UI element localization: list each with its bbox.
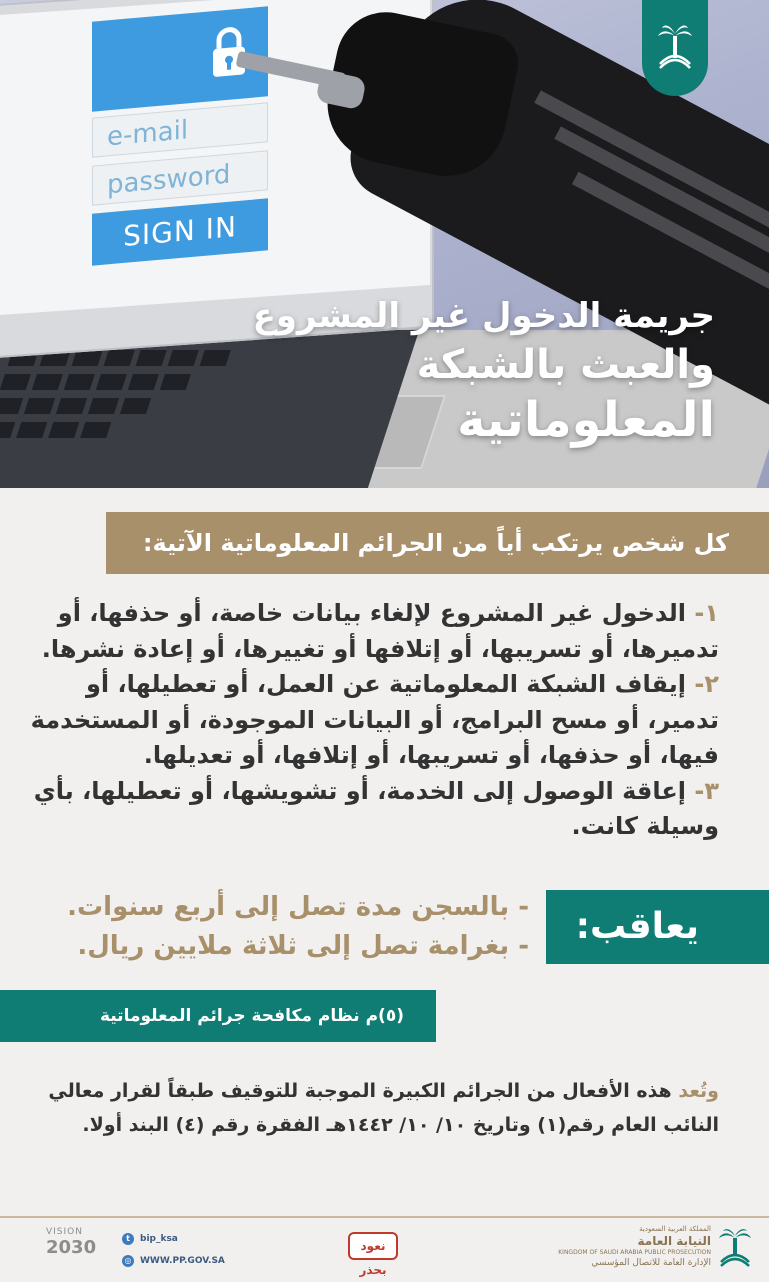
palm-swords-emblem-icon — [715, 1226, 755, 1270]
item-number: ١- — [694, 599, 719, 627]
twitter-link[interactable] — [122, 1228, 225, 1250]
penalties-list — [67, 888, 529, 966]
keyboard-key — [80, 422, 111, 438]
keyboard-key — [136, 350, 167, 366]
globe-icon: ◎ — [122, 1255, 134, 1267]
keyboard-key — [168, 350, 199, 366]
campaign-badge: نعود بحذر — [348, 1232, 398, 1260]
law-reference-text: (٥)م نظام مكافحة جرائم المعلوماتية — [99, 1006, 404, 1026]
org-line3: KINGDOM OF SAUDI ARABIA PUBLIC PROSECUTION — [558, 1249, 711, 1256]
keyboard-key — [104, 350, 135, 366]
logo-tab — [642, 0, 708, 96]
vision-2030-logo — [46, 1226, 106, 1270]
keyboard-key — [88, 398, 119, 414]
list-item — [29, 667, 719, 774]
vision-year: 2030 — [46, 1237, 97, 1258]
org-line2: النيابة العامة — [637, 1234, 711, 1248]
palm-swords-emblem-icon — [656, 22, 694, 74]
social-links — [122, 1228, 225, 1272]
penalty-item: - بغرامة تصل إلى ثلاثة ملايين ريال. — [77, 931, 529, 961]
hero-title-line3: المعلوماتية — [457, 392, 715, 448]
password-field[interactable]: password — [92, 150, 268, 205]
note-highlight: وتُعد — [678, 1080, 719, 1102]
twitter-icon: t — [122, 1233, 134, 1245]
keyboard-key — [128, 374, 159, 390]
list-item — [29, 596, 719, 667]
note-text: هذه الأفعال من الجرائم الكبيرة الموجبة للتوقيف طبقاً لقرار معالي النائب العام رقم(١) وتاريخ ١٠/ ١٠/ ١٤٤٢هـ الفقرة رقم (٤) البند أولا. — [48, 1080, 719, 1136]
org-line1: المملكة العربية السعودية — [639, 1225, 711, 1233]
punishment-box — [546, 890, 769, 964]
detention-note — [39, 1074, 719, 1142]
list-item — [29, 774, 719, 845]
item-text: إيقاف الشبكة المعلوماتية عن العمل، أو تعطيلها، أو تدمير، أو مسح البرامج، أو البيانات الموجودة، أو المستخدمة فيها، أو حذفها، أو تسريبها، أو إتلافها، أو تعديلها. — [30, 670, 719, 769]
vision-label: VISION — [46, 1227, 83, 1237]
crimes-list — [29, 596, 719, 845]
item-text: الدخول غير المشروع لإلغاء بيانات خاصة، أو حذفها، أو تدميرها، أو تسريبها، أو إتلافها أو تغييرها، أو إعادة نشرها. — [41, 599, 719, 663]
keyboard-key — [16, 422, 47, 438]
org-line4: الإدارة العامة للاتصال المؤسسي — [591, 1258, 711, 1268]
penalty-item: - بالسجن مدة تصل إلى أربع سنوات. — [67, 892, 529, 922]
keyboard-key — [32, 374, 63, 390]
keyboard-key — [160, 374, 191, 390]
item-number: ٣- — [694, 776, 719, 805]
keyboard-key — [48, 422, 79, 438]
keyboard-key — [0, 398, 23, 414]
keyboard-key — [56, 398, 87, 414]
keyboard-key — [64, 374, 95, 390]
keyboard-key — [0, 422, 15, 438]
keyboard-key — [200, 350, 231, 366]
hero-title — [253, 292, 715, 450]
intro-banner — [106, 512, 769, 574]
footer — [0, 1218, 769, 1280]
item-text: إعاقة الوصول إلى الخدمة، أو تشويشها، أو تعطيلها، بأي وسيلة كانت. — [33, 776, 719, 840]
item-number: ٢- — [694, 670, 719, 698]
keyboard-key — [0, 374, 31, 390]
keyboard-key — [120, 398, 151, 414]
keyboard-key — [24, 398, 55, 414]
hero-illustration — [0, 0, 769, 488]
website-link[interactable] — [122, 1250, 225, 1272]
sign-in-button[interactable]: SIGN IN — [92, 198, 268, 265]
organization-name — [558, 1224, 711, 1269]
hero-title-line1: جريمة الدخول غير المشروع — [252, 296, 715, 336]
keyboard-key — [96, 374, 127, 390]
law-reference-banner — [0, 990, 436, 1042]
punishment-label: يعاقب: — [575, 906, 699, 947]
intro-text: كل شخص يرتكب أياً من الجرائم المعلوماتية الآتية: — [142, 529, 729, 557]
login-form — [92, 6, 268, 271]
twitter-handle: bip_ksa — [140, 1234, 178, 1244]
website-url: WWW.PP.GOV.SA — [140, 1256, 225, 1266]
email-field[interactable]: e-mail — [92, 102, 268, 157]
hero-title-line2: والعبث بالشبكة — [416, 342, 715, 388]
